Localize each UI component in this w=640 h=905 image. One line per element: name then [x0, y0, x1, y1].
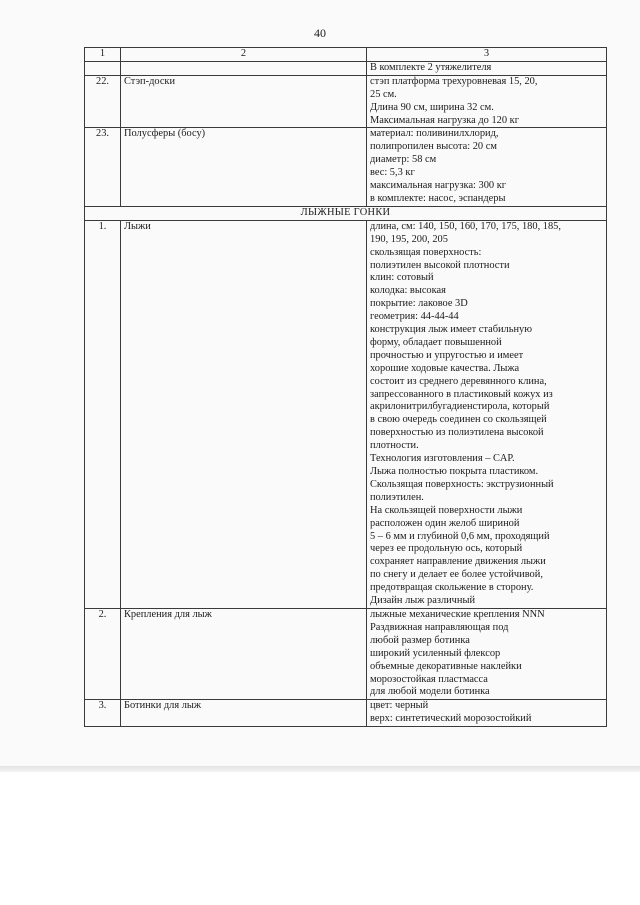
spec-line: В комплекте 2 утяжелителя — [370, 61, 492, 73]
spec-line: сохраняет направление движения лыжи — [370, 556, 546, 568]
item-name: Крепления для лыж — [121, 608, 367, 699]
spec-line: полиэтилен высокой плотности — [370, 259, 510, 271]
spec-line: расположен один желоб шириной — [370, 517, 520, 529]
spec-line: любой размер ботинка — [370, 634, 470, 646]
spec-line: Раздвижная направляющая под — [370, 621, 509, 633]
spec-line: Длина 90 см, ширина 32 см. — [370, 101, 494, 113]
spec-line: форму, обладает повышенной — [370, 336, 502, 348]
continuation-spec — [367, 61, 607, 75]
header-col-2: 2 — [121, 48, 367, 62]
spec-line: Максимальная нагрузка до 120 кг — [370, 114, 519, 126]
spec-line: полипропилен высота: 20 см — [370, 141, 497, 153]
equipment-spec-table — [84, 47, 607, 727]
spec-line: стэп платформа трехуровневая 15, 20, — [370, 75, 538, 87]
header-col-1: 1 — [85, 48, 121, 62]
spec-line: 190, 195, 200, 205 — [370, 233, 448, 245]
spec-line: поверхностью из полиэтилена высокой — [370, 427, 544, 439]
spec-line: в комплекте: насос, эспандеры — [370, 192, 506, 204]
spec-line: прочностью и упругостью и имеет — [370, 349, 524, 361]
spec-line: покрытие: лаковое 3D — [370, 298, 468, 310]
continuation-name — [121, 61, 367, 75]
item-specification — [367, 700, 607, 727]
spec-line: полиэтилен. — [370, 491, 424, 503]
spec-line: длина, см: 140, 150, 160, 170, 175, 180, 185, — [370, 220, 561, 232]
spec-line: лыжные механические крепления NNN — [370, 608, 545, 620]
item-name: Ботинки для лыж — [121, 700, 367, 727]
spec-line: Лыжа полностью покрыта пластиком. — [370, 466, 539, 477]
spec-line: по снегу и делает ее более устойчивой, — [370, 569, 543, 581]
page-number: 40 — [314, 26, 326, 40]
spec-line: вес: 5,3 кг — [370, 167, 415, 179]
spec-line: скользящая поверхность: — [370, 246, 482, 258]
spec-line: материал: поливинилхлорид, — [370, 128, 499, 140]
spec-line: 5 – 6 мм и глубиной 0,6 мм, проходящий — [370, 530, 550, 542]
table-row — [85, 608, 607, 699]
spec-line: плотности. — [370, 440, 419, 452]
spec-line: запрессованного в пластиковый кожух из — [370, 388, 553, 400]
spec-line: Дизайн лыж различный — [370, 595, 476, 607]
item-name: Лыжи — [121, 220, 367, 608]
continuation-num — [85, 61, 121, 75]
item-name: Полусферы (босу) — [121, 128, 367, 206]
item-specification — [367, 128, 607, 206]
section-row — [85, 206, 607, 220]
spec-line: в свою очередь соединен со скользящей — [370, 414, 547, 426]
spec-line: 25 см. — [370, 88, 397, 100]
table-row — [85, 128, 607, 206]
table-row — [85, 220, 607, 608]
row-number: 23. — [85, 128, 121, 206]
row-number: 3. — [85, 700, 121, 727]
row-number: 2. — [85, 608, 121, 699]
table-row — [85, 75, 607, 128]
table-row — [85, 700, 607, 727]
spec-line: широкий усиленный флексор — [370, 647, 501, 659]
spec-line: клин: сотовый — [370, 272, 434, 284]
spec-line: конструкция лыж имеет стабильную — [370, 324, 532, 336]
spec-line: верх: синтетический морозостойкий — [370, 713, 532, 725]
spec-line: Скользящая поверхность: экструзионный — [370, 478, 554, 490]
item-specification — [367, 608, 607, 699]
item-specification — [367, 75, 607, 128]
item-specification — [367, 220, 607, 608]
spec-line: морозостойкая пластмасса — [370, 673, 488, 685]
continuation-row — [85, 61, 607, 75]
spec-line: хорошие ходовые качества. Лыжа — [370, 362, 520, 374]
spec-line: цвет: черный — [370, 700, 429, 712]
item-name: Стэп-доски — [121, 75, 367, 128]
row-number: 22. — [85, 75, 121, 128]
spec-line: акрилонитрилбугадиенстирола, который — [370, 401, 550, 413]
scan-edge — [0, 766, 640, 772]
spec-line: Технология изготовления – CAP. — [370, 453, 515, 465]
spec-line: для любой модели ботинка — [370, 686, 490, 698]
spec-line: диаметр: 58 см — [370, 154, 437, 166]
spec-line: состоит из среднего деревянного клина, — [370, 375, 547, 387]
section-title: ЛЫЖНЫЕ ГОНКИ — [85, 206, 607, 220]
spec-line: максимальная нагрузка: 300 кг — [370, 180, 507, 192]
spec-line: геометрия: 44-44-44 — [370, 311, 459, 323]
spec-line: На скользящей поверхности лыжи — [370, 504, 523, 516]
spec-line: колодка: высокая — [370, 285, 446, 297]
spec-line: объемные декоративные наклейки — [370, 660, 522, 672]
spec-line: через ее продольную ось, который — [370, 543, 523, 555]
spec-line: предотвращая скольжение в сторону. — [370, 582, 534, 594]
row-number: 1. — [85, 220, 121, 608]
table-header-row — [85, 48, 607, 62]
header-col-3: 3 — [367, 48, 607, 62]
